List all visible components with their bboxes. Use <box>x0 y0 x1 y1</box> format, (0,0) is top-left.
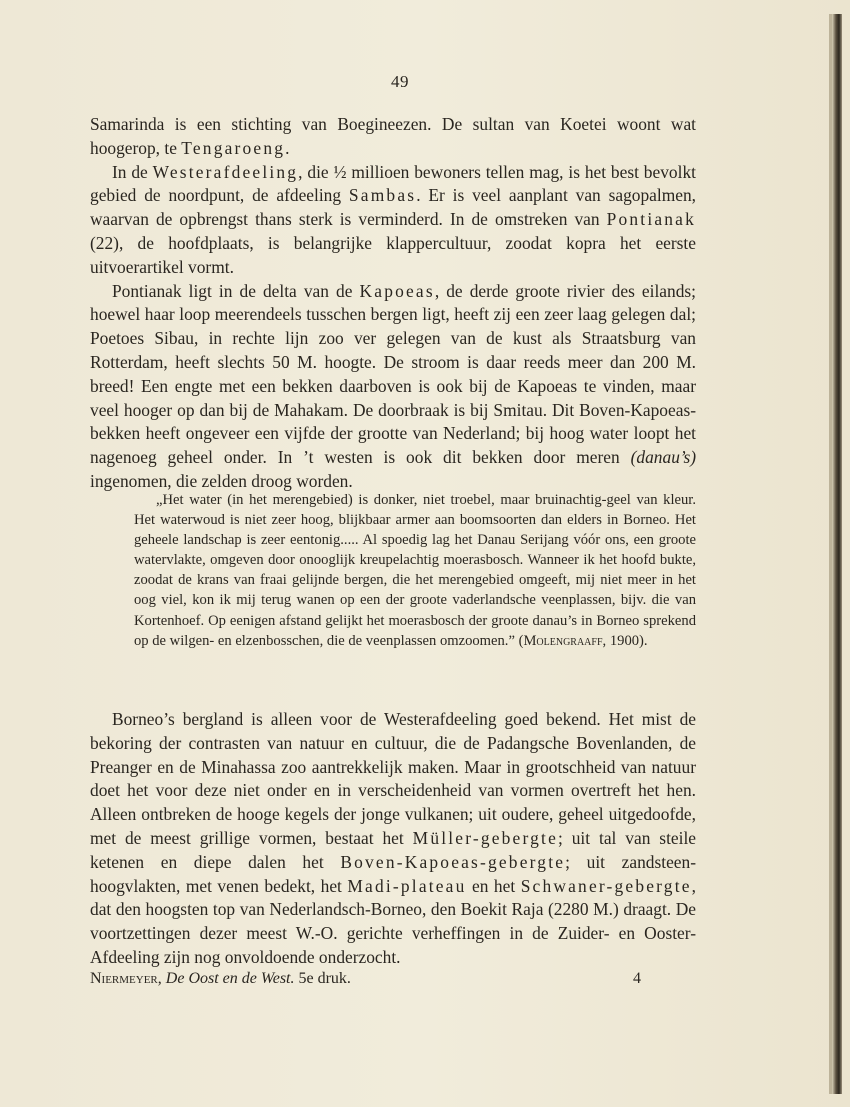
paragraph-samarinda: Samarinda is een stichting van Boegineezen. De sultan van Koetei woont wat hoogerop, te Tengaroeng. <box>90 114 696 158</box>
main-text-top <box>90 113 696 494</box>
main-text-bottom <box>90 708 696 970</box>
footer-edition: 5e druk. <box>298 970 351 987</box>
footer-author: Niermeyer, <box>90 970 162 987</box>
page-footer <box>90 970 696 988</box>
page-number: 49 <box>391 72 409 91</box>
page-stack-edge <box>829 14 832 1094</box>
book-binding-edge <box>832 14 842 1094</box>
quote-text: „Het water (in het merengebied) is donker, niet troebel, maar bruinachtig-geel van kleur. Het waterwoud is niet zeer hoog, blijkbaar armer aan boomsoorten dan elders in Borneo. Het geheele landschap is zeer eentonig..... Al spoedig lag het Danau Serijang vóór ons, een groote watervlakte, omgeven door onooglijk kreupelachtig moerasbosch. Wanneer ik het hoofd bukte, zoodat de krans van fraai gelijnde bergen, die het merengebied omgeeft, mij niet meer in het oog viel, kon ik mij terug wanen op een der groote vaderlandsche veenplassen, bijv. die van Kortenhoef. Op eenigen afstand gelijkt het moerasbosch der groote danau’s in Borneo sprekend op de wilgen- en elzenbosschen, die de veenplassen omzoomen.” (Molengraaff, 1900). <box>134 492 696 649</box>
footer-title: De Oost en de West. <box>165 970 295 987</box>
paragraph-westerafdeeling: In de Westerafdeeling, die ½ millioen bewoners tellen mag, is het best bevolkt gebied de noordpunt, de afdeeling Sambas. Er is veel aanplant van sagopalmen, waarvan de opbrengst thans sterk is verminderd. In de omstreken van Pontianak (22), de hoofdplaats, is belangrijke klappercultuur, zoodat kopra het eerste uitvoerartikel vormt. <box>90 161 696 277</box>
paragraph-pontianak: Pontianak ligt in de delta van de Kapoeas, de derde groote rivier des eilands; hoewel haar loop meerendeels tusschen bergen ligt, heeft zij een zeer laag gelegen dal; Poetoes Sibau, in rechte lijn zoo ver gelegen van de kust als Straatsburg van Rotterdam, heeft slechts 50 M. hoogte. De stroom is daar reeds meer dan 200 M. breed! Een engte met een bekken daarboven is ook bij de Kapoeas te vinden, maar veel hooger op dan bij de Mahakam. De doorbraak is bij Smitau. Dit Boven-Kapoeas-bekken heeft ongeveer een vijfde der grootte van Nederland; bij hoog water loopt het nagenoeg geheel onder. In ’t westen is ook dit bekken door meren (danau’s) ingenomen, die zelden droog worden. <box>90 280 696 491</box>
signature-mark: 4 <box>633 970 641 987</box>
block-quote <box>134 490 696 651</box>
paragraph-bergland: Borneo’s bergland is alleen voor de Westerafdeeling goed bekend. Het mist de bekoring der contrasten van natuur en cultuur, die de Padangsche Bovenlanden, de Preanger en de Minahassa zoo aantrekkelijk maken. Maar in grootschheid van natuur doet het voor deze niet onder en in verscheidenheid van vormen overtreft het hen. Alleen ontbreken de hooge kegels der jonge vulkanen; uit oudere, geheel uitgedoofde, met de meest grillige vormen, bestaat het Müller-gebergte; uit tal van steile ketenen en diepe dalen het Boven-Kapoeas-gebergte; uit zandsteen-hoogvlakten, met venen bedekt, het Madi-plateau en het Schwaner-gebergte, dat den hoogsten top van Nederlandsch-Borneo, den Boekit Raja (2280 M.) draagt. De voortzettingen dezer meest W.-O. gerichte verheffingen in de Zuider- en Ooster-Afdeeling zijn nog onvoldoende onderzocht. <box>90 709 697 967</box>
